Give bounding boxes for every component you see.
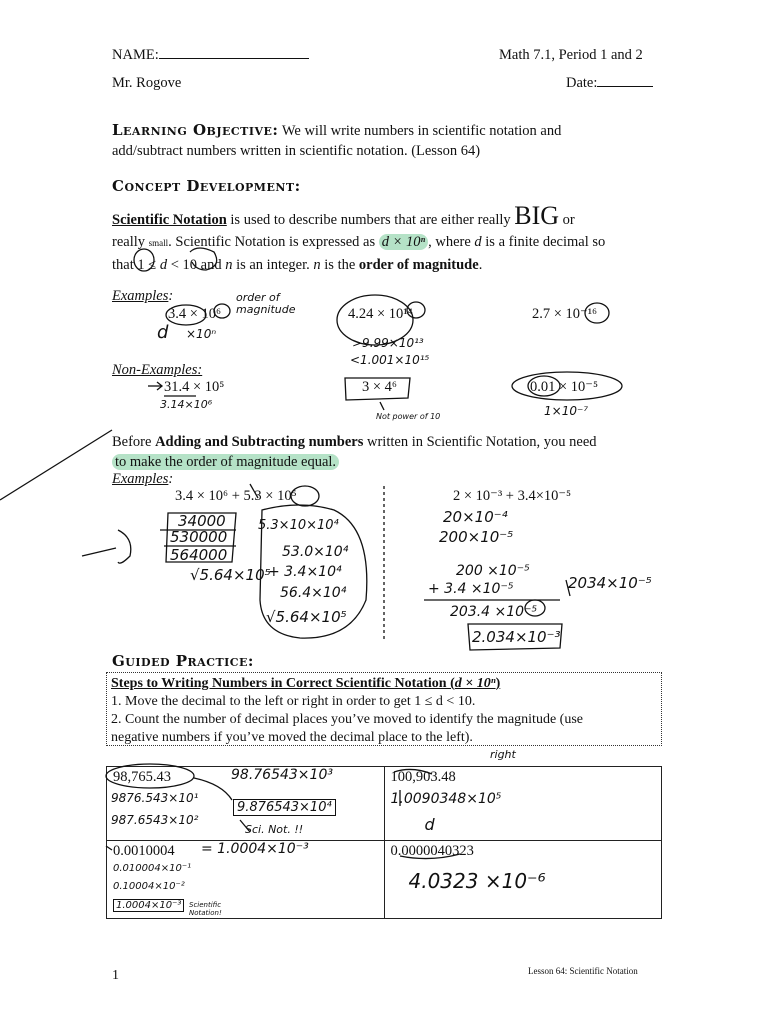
hw-mid-1: 5.3×10×10⁴ bbox=[258, 518, 339, 533]
non-example-2: 3 × 4⁶ bbox=[362, 379, 397, 395]
hw-non-example-3: 1×10⁻⁷ bbox=[544, 404, 589, 418]
hw-right-6: 2.034×10⁻³ bbox=[472, 628, 561, 646]
practice-cell-3[interactable]: 0.0010004 = 1.0004×10⁻³ 0.010004×10⁻¹ 0.10004×10⁻² 1.0004×10⁻³ Scientific Notation! bbox=[107, 841, 385, 919]
hw-example2-lower: <1.001×10¹⁵ bbox=[350, 353, 430, 367]
guided-heading: Guided Practice: bbox=[112, 652, 254, 670]
concept-heading: Concept Development: bbox=[112, 177, 301, 195]
practice-table bbox=[106, 766, 662, 919]
hw-mid-3: + 3.4×10⁴ bbox=[268, 564, 342, 580]
adding-examples-label: Examples: bbox=[112, 471, 174, 487]
page-number: 1 bbox=[112, 968, 119, 983]
hw-order-of-magnitude: order of magnitude bbox=[236, 291, 296, 316]
adding-left-expression: 3.4 × 10⁶ + 5.3 × 10⁵ bbox=[175, 488, 297, 504]
hw-right-3: 200 ×10⁻⁵ bbox=[456, 563, 530, 579]
hw-left-1: 34000 bbox=[178, 512, 226, 530]
hw-mid-2: 53.0×10⁴ bbox=[282, 544, 349, 560]
concept-paragraph: Scientific Notation is used to describe numbers that are either really BIG or really small. Scientific Notation is expressed as d × 10ⁿ , where d is a finite decimal so that 1 ≤ d < 10 and n is an integer. n is the order of magnitude. bbox=[112, 201, 606, 273]
non-examples-label: Non-Examples: bbox=[112, 362, 203, 378]
adding-paragraph: Before Adding and Subtracting numbers written in Scientific Notation, you need to make the order of magnitude equal. bbox=[112, 434, 597, 470]
hw-left-2: 530000 bbox=[170, 528, 228, 546]
example-1: 3.4 × 10⁶ bbox=[168, 306, 222, 322]
objective-heading: Learning Objective: bbox=[112, 121, 279, 139]
hw-mid-4: 56.4×10⁴ bbox=[280, 585, 347, 601]
example-2: 4.24 × 10¹⁴ bbox=[348, 306, 413, 322]
teacher-name: Mr. Rogove bbox=[112, 75, 182, 91]
steps-box: Steps to Writing Numbers in Correct Scientific Notation (d × 10ⁿ) 1. Move the decimal to the left or right in order to get 1 ≤ d < 10. 2. Count the number of decimal places you’ve moved to identify the magnitude (use negative numbers if you’ve moved the decimal place to the left). bbox=[106, 672, 662, 746]
hw-non-example-1: 3.14×10⁶ bbox=[160, 398, 213, 411]
non-example-1: 31.4 × 10⁵ bbox=[164, 379, 225, 395]
name-label: NAME: bbox=[112, 47, 309, 64]
practice-cell-4[interactable]: 0.0000040323 4.0323 ×10⁻⁶ bbox=[384, 841, 662, 919]
hw-mid-5: √5.64×10⁵ bbox=[266, 608, 347, 626]
hw-right-note: right bbox=[490, 748, 516, 761]
examples-label: Examples: bbox=[112, 288, 174, 304]
date-label: Date: bbox=[566, 75, 653, 92]
practice-cell-1[interactable]: 98,765.43 98.76543×10³ 9876.543×10¹ 987.6543×10² 9.876543×10⁴ Sci. Not. !! bbox=[107, 767, 385, 841]
hw-right-1: 20×10⁻⁴ bbox=[443, 508, 508, 526]
hw-right-2: 200×10⁻⁵ bbox=[439, 528, 514, 546]
hw-right-5: 203.4 ×10⁻⁵ bbox=[450, 604, 538, 620]
hw-d: d bbox=[157, 322, 169, 343]
example-3: 2.7 × 10⁻¹⁶ bbox=[532, 306, 598, 322]
hw-x10n: ×10ⁿ bbox=[186, 327, 217, 341]
hw-right-4: + 3.4 ×10⁻⁵ bbox=[428, 581, 514, 597]
practice-cell-2[interactable]: 100,903.48 1.0090348×10⁵ d bbox=[384, 767, 662, 841]
date-blank[interactable] bbox=[597, 86, 653, 87]
footer-lesson: Lesson 64: Scientific Notation bbox=[528, 966, 638, 976]
non-example-3: 0.01 × 10⁻⁵ bbox=[530, 379, 599, 395]
hw-left-4: √5.64×10⁵ bbox=[190, 566, 271, 584]
learning-objective: Learning Objective: We will write numbers in scientific notation and add/subtract numbers written in scientific notation. (Lesson 64) bbox=[112, 121, 562, 159]
hw-non-example-2: Not power of 10 bbox=[376, 412, 441, 421]
adding-right-expression: 2 × 10⁻³ + 3.4×10⁻⁵ bbox=[453, 488, 572, 504]
name-blank[interactable] bbox=[159, 58, 309, 59]
hw-example2-upper: >9.99×10¹³ bbox=[352, 336, 424, 350]
hw-left-3: 564000 bbox=[170, 546, 228, 564]
class-label: Math 7.1, Period 1 and 2 bbox=[499, 47, 643, 63]
hw-right-7: 2034×10⁻⁵ bbox=[568, 574, 652, 592]
